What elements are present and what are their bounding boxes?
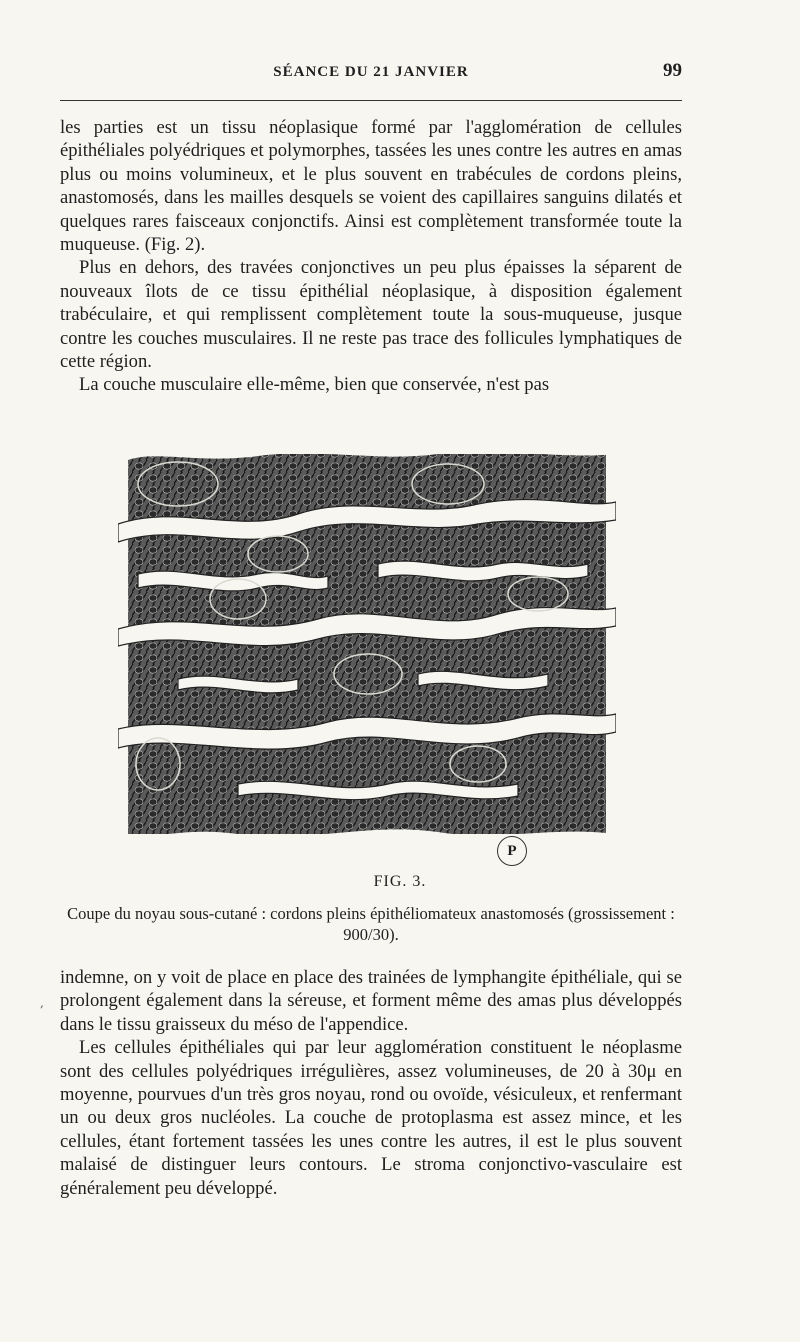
paragraph: La couche musculaire elle-même, bien que conservée, n'est pas	[79, 374, 550, 396]
paragraph: indemne, on y voit de place en place des trainées de lymphangite épithéliale, qui se prolongent également dans la séreuse, et forment même des amas plus développés dans le tissu graisseux du méso de l'appendice.	[60, 967, 682, 1035]
paragraph: les parties est un tissu néoplasique formé par l'agglomération de cellules épithéliales polyédriques et polymorphes, tassées les unes contre les autres en amas plus ou moins volumineux, et le plus souvent en trabécules de cordons pleins, anastomosés, dans les mailles desquels se voient des capillaires sanguins dilatés et quelques rares faisceaux conjonctifs. Ainsi est complètement transformée toute la muqueuse. (Fig. 2).	[60, 117, 682, 256]
publisher-mark-icon: P	[497, 836, 527, 866]
running-title: SÉANCE DU 21 JANVIER	[273, 64, 469, 80]
paragraph: Plus en dehors, des travées conjonctives un peu plus épaisses la séparent de nouveaux îlots de ce tissu épithélial néoplasique, à disposition également trabéculaire, et qui remplissent complètement toute la sous-muqueuse, jusque contre les couches musculaires. Il ne reste pas trace des follicules lymphatiques de cette région.	[60, 257, 682, 373]
histology-figure	[118, 424, 616, 860]
page-header	[60, 58, 682, 88]
header-rule	[60, 100, 682, 101]
margin-mark: ,	[40, 996, 44, 1010]
body-text-bottom	[60, 966, 682, 1200]
body-text-top	[60, 116, 682, 397]
histology-illustration	[118, 424, 616, 860]
figure-label: FIG. 3.	[373, 873, 427, 890]
figure-caption: Coupe du noyau sous-cutané : cordons pleins épithéliomateux anastomosés (grossissement : 900/30).	[67, 904, 675, 944]
page-number: 99	[663, 60, 682, 81]
paragraph: Les cellules épithéliales qui par leur agglomération constituent le néoplasme sont des cellules polyédriques irrégulières, assez volumineuses, de 20 à 30μ en moyenne, pourvues d'un très gros noyau, rond ou ovoïde, vésiculeux, et renfermant un ou deux gros nucléoles. La couche de protoplasma est assez mince, et les cellules, étant fortement tassées les unes contre les autres, il est le plus souvent malaisé de distinguer leurs contours. Le stroma conjonctivo-vasculaire est généralement peu développé.	[60, 1037, 682, 1199]
